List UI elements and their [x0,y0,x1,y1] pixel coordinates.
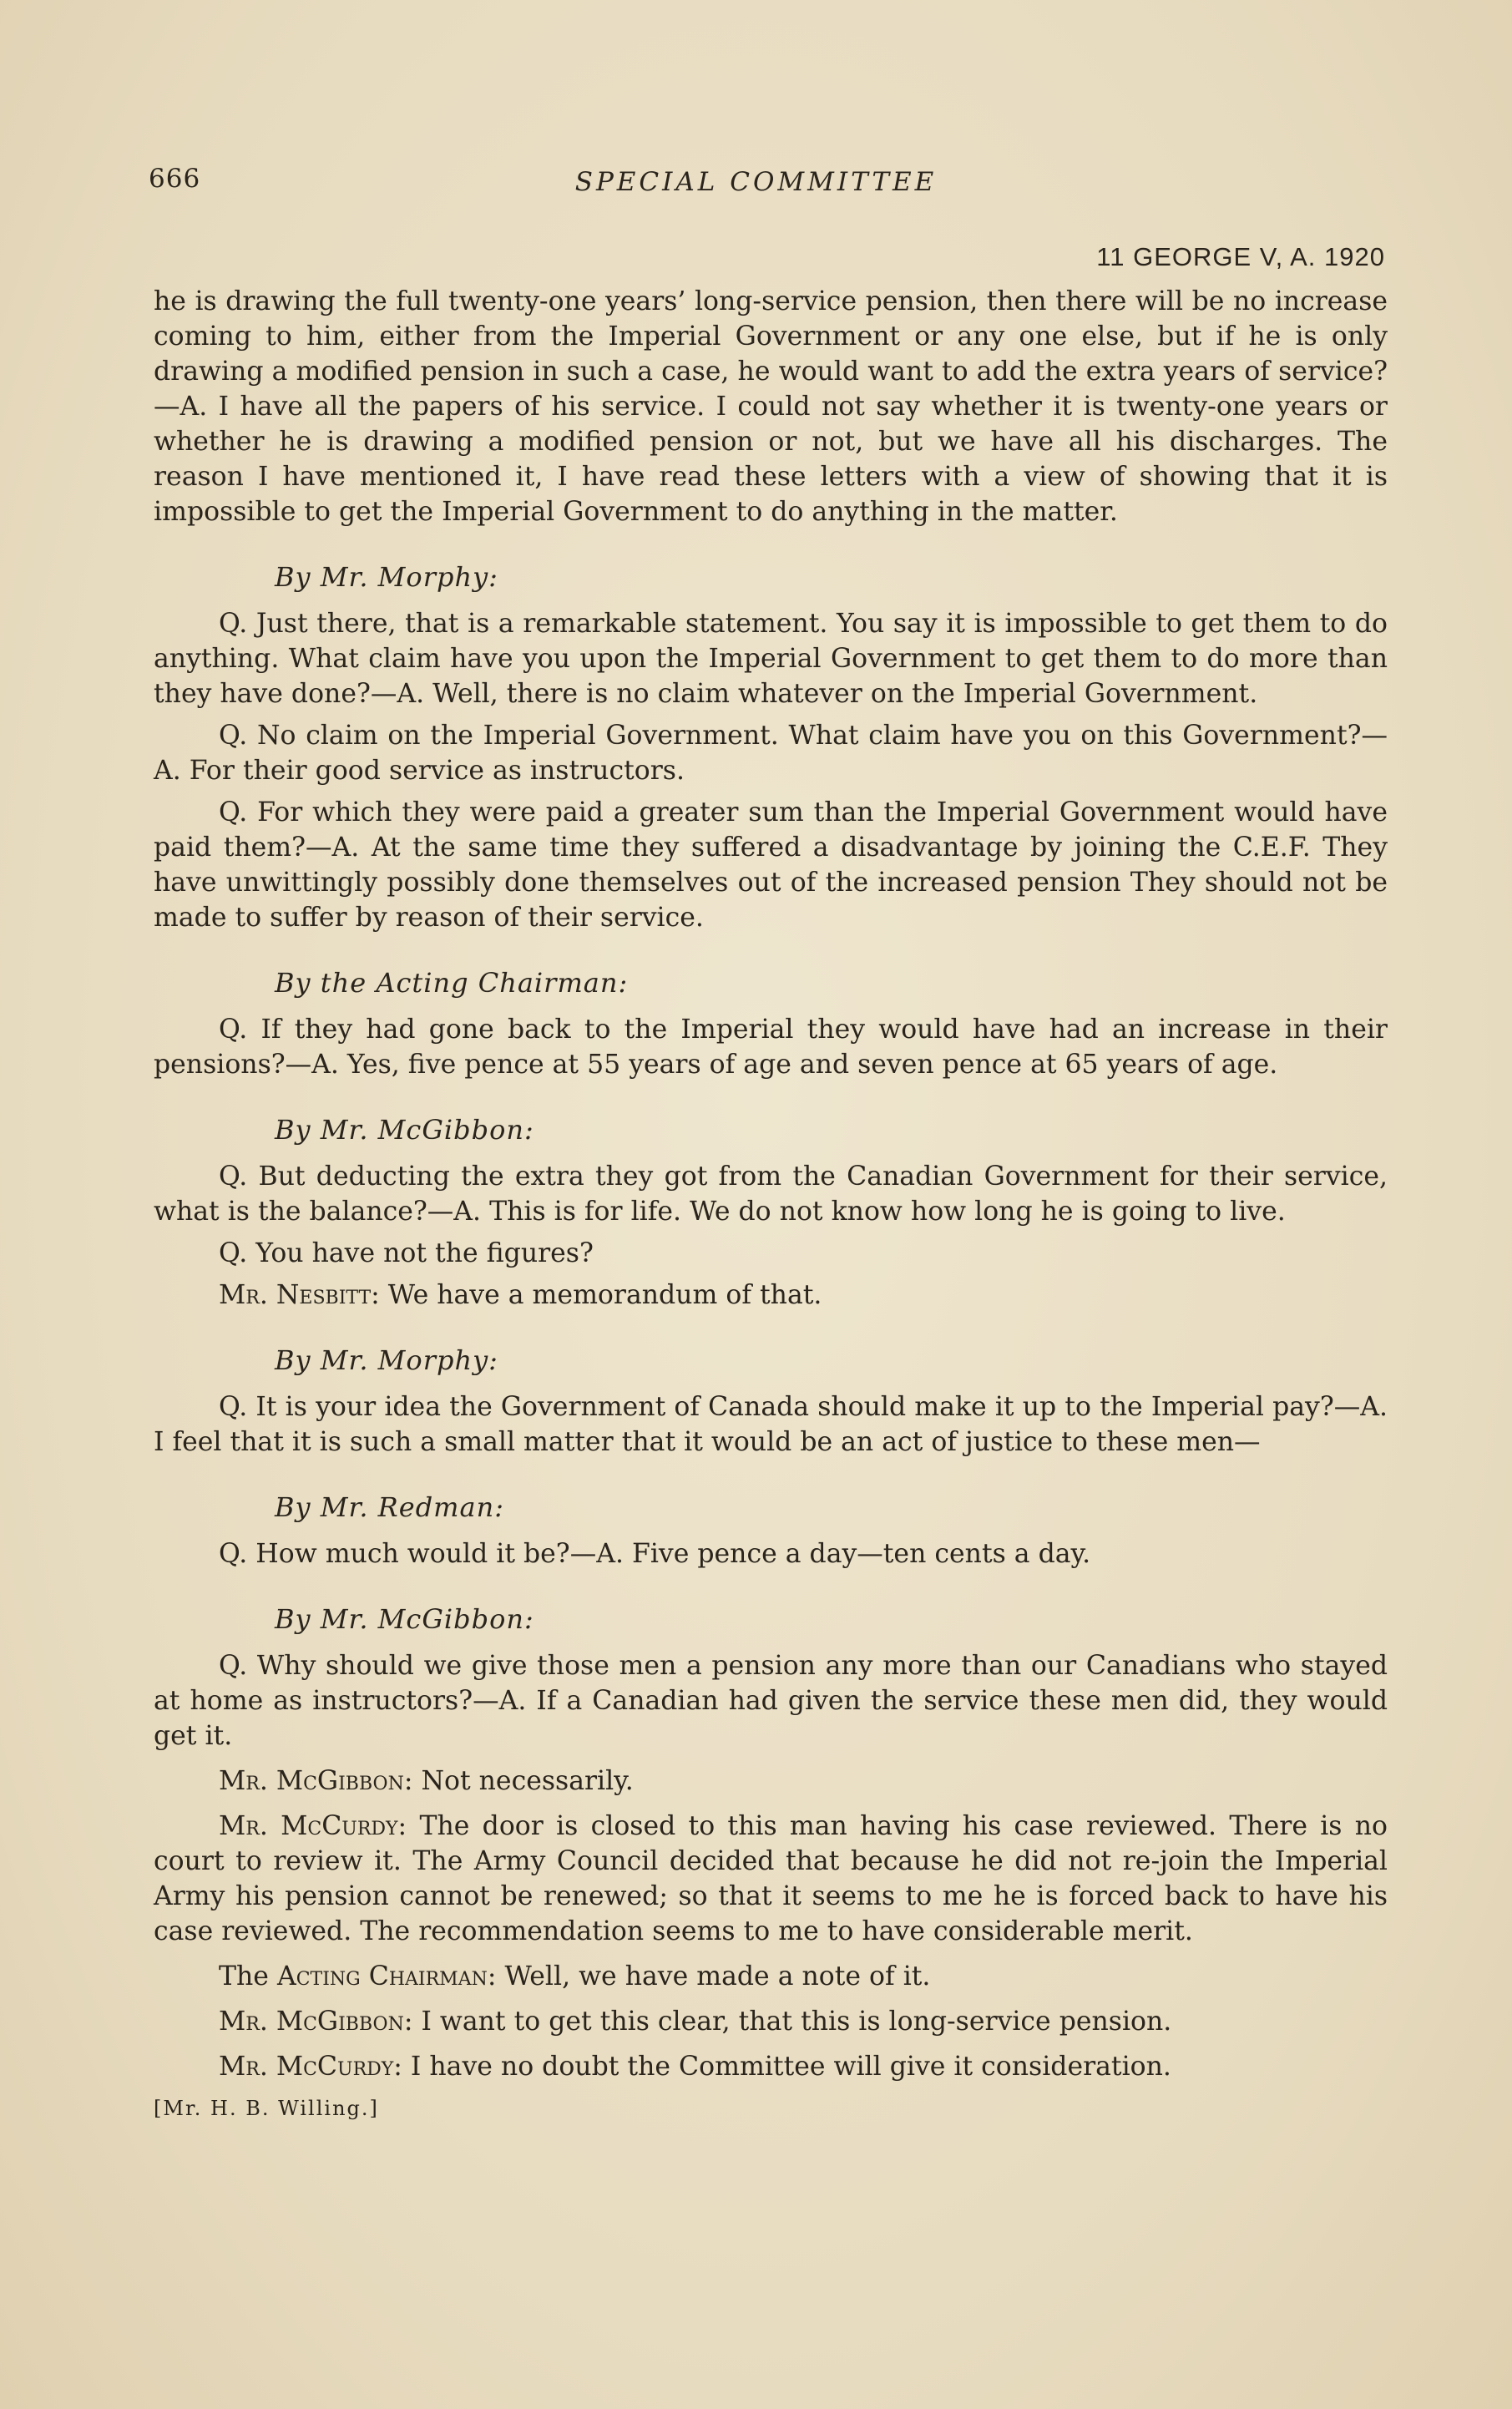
speaker-name: Acting Chairman: [276,1961,497,1991]
page-number: 666 [149,164,201,194]
speaker-text: Well, we have made a note of it. [496,1961,931,1991]
speaker-name: Mr. McCurdy: [219,2052,402,2082]
speaker-name: Mr. McGibbon: [219,1766,413,1796]
interjection [154,1278,1388,1313]
interjection [154,2004,1388,2039]
interjection [154,2049,1388,2084]
interjection [154,1959,1388,1994]
question-answer: Q. It is your idea the Government of Canada should make it up to the Imperial pay?—A. I feel that it is such a small matter that it would be an act of justice to these men— [154,1392,1388,1457]
examiner-heading: By Mr. Redman: [275,1491,504,1523]
examiner-heading: By Mr. McGibbon: [275,1114,534,1146]
speaker-name: Mr. Nesbitt: [219,1280,380,1310]
question-answer: Q. Just there, that is a remarkable statement. You say it is impossible to get them to do anything. What claim have you upon the Imperial Government to get them to do more than they have done?—A. Well, there is no claim whatever on the Imperial Government. [154,609,1388,709]
body-text [154,284,1388,2126]
session-label: 11 GEORGE V, A. 1920 [1096,242,1385,271]
paragraph-continued: he is drawing the full twenty-one years’ long-service pension, then there will be no increase coming to him, either from the Imperial Government or any one else, but if he is only drawing a modified pension in such a case, he would want to add the extra years of service?—A. I have all the papers of his service. I could not say whether it is twenty-one years or whether he is drawing a modified pension or not, but we have all his discharges. The reason I have mentioned it, I have read these letters with a view of showing that it is impossible to get the Imperial Government to do anything in the matter. [154,286,1388,527]
speaker-name: Mr. McGibbon: [219,2007,413,2037]
witness-label: [Mr. H. B. Willing.] [154,2097,379,2120]
question-answer: Q. Why should we give those men a pension any more than our Canadians who stayed at home as instructors?—A. If a Canadian had given the service these men did, they would get it. [154,1651,1388,1751]
interjection [154,1809,1388,1949]
speaker-name: Mr. McCurdy: [219,1811,407,1841]
speaker-text: Not necessarily. [412,1766,634,1796]
question-answer: Q. How much would it be?—A. Five pence a day—ten cents a day. [219,1539,1091,1569]
running-head: SPECIAL COMMITTEE [574,167,938,197]
speaker-text: I want to get this clear, that this is long-service pension. [412,2007,1172,2037]
speaker-text: I have no doubt the Committee will give it consideration. [402,2052,1171,2082]
speaker-prefix: The [219,1961,277,1991]
examiner-heading: By Mr. Morphy: [275,561,498,593]
speaker-text: The door is closed to this man having his case reviewed. There is no court to review it. The Army Council decided that because he did not re-join the Imperial Army his pension cannot be renewed; so that it seems to me he is forced back to have his case reviewed. The recommendation seems to me to have considerable merit. [154,1811,1388,1946]
question-answer: Q. If they had gone back to the Imperial they would have had an increase in their pensions?—A. Yes, five pence at 55 years of age and seven pence at 65 years of age. [154,1015,1388,1080]
interjection [154,1764,1388,1799]
question-answer: Q. No claim on the Imperial Government. What claim have you on this Government?—A. For their good service as instructors. [154,721,1388,786]
question-answer: Q. For which they were paid a greater sum than the Imperial Government would have paid them?—A. At the same time they suffered a disadvantage by joining the C.E.F. They have unwittingly possibly done themselves out of the increased pension They should not be made to suffer by reason of their service. [154,797,1388,933]
question-answer: Q. You have not the figures? [219,1238,594,1268]
examiner-heading: By Mr. McGibbon: [275,1603,534,1635]
examiner-heading: By Mr. Morphy: [275,1344,498,1376]
question-answer: Q. But deducting the extra they got from the Canadian Government for their service, what is the balance?—A. This is for life. We do not know how long he is going to live. [154,1161,1388,1227]
examiner-heading: By the Acting Chairman: [275,967,629,999]
speaker-text: We have a memorandum of that. [379,1280,822,1310]
